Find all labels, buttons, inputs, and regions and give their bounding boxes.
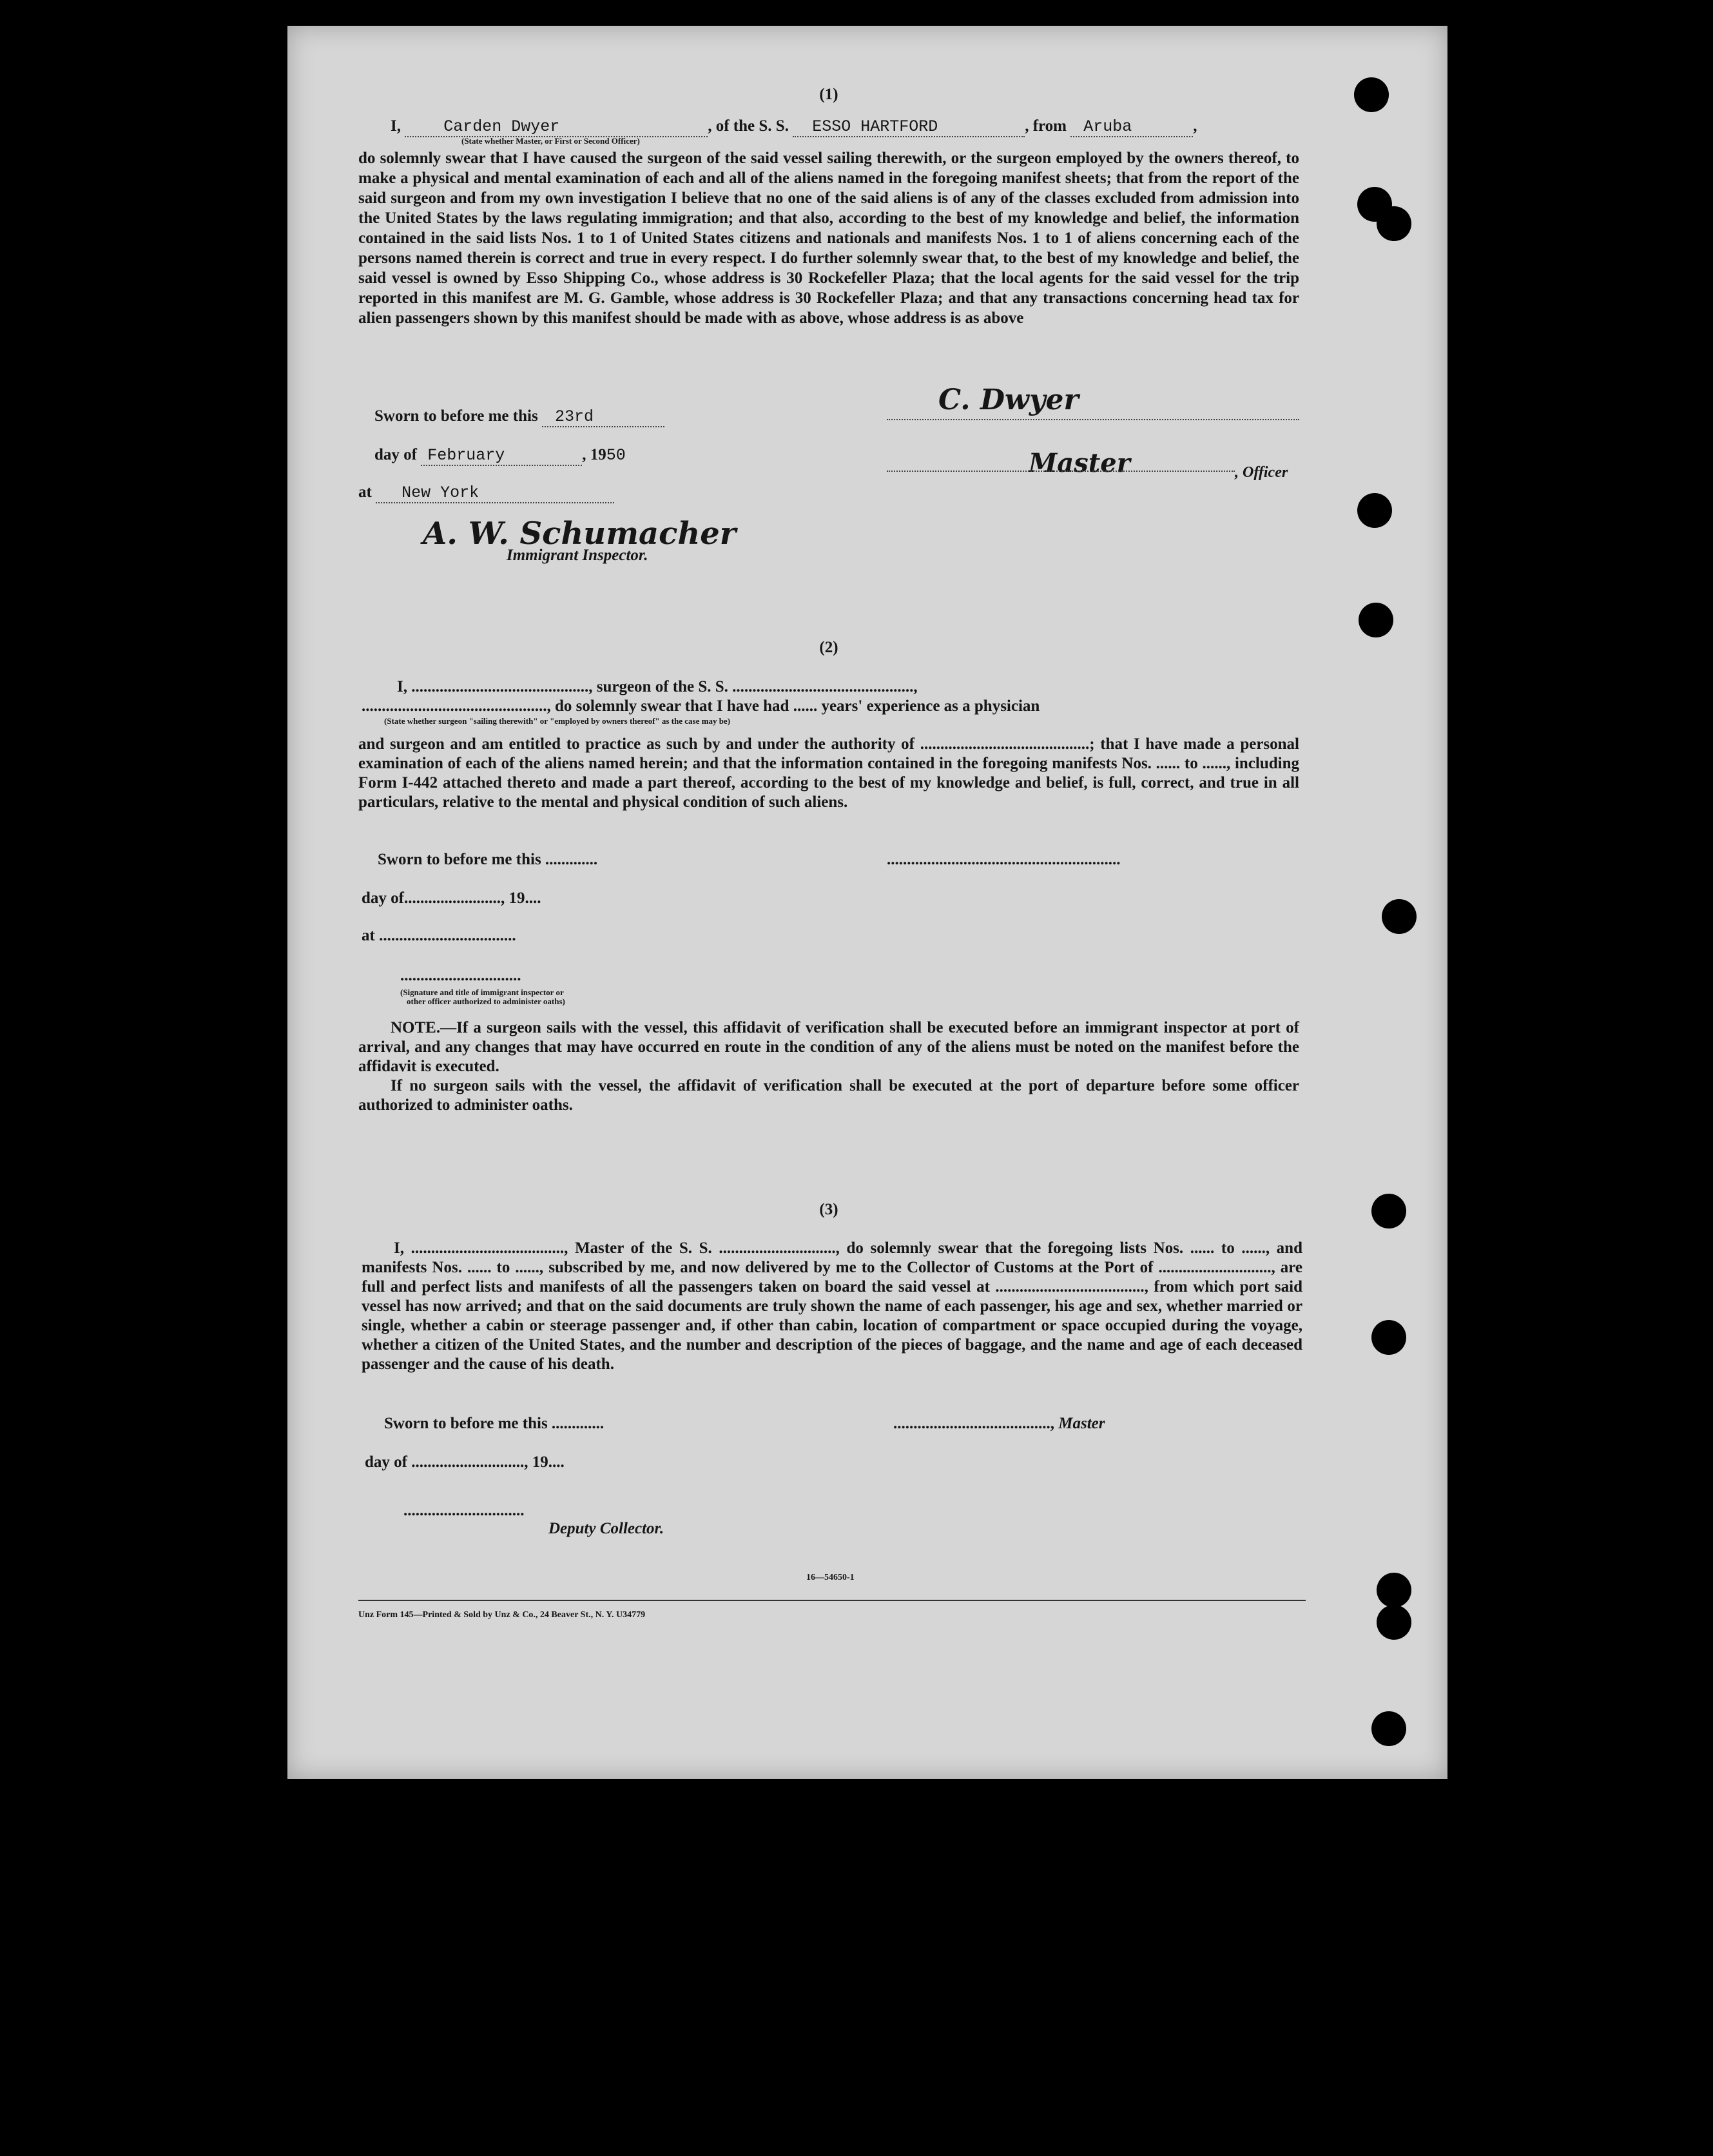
section-3-paragraph: I, ......................................, Master of the S. S. ............................., do solemnly swear that the foregoing lists Nos. ...... to ......, and manifests Nos. ...... to ......, subscribed by me, and now delivered by me to the Collector of Customs at the Port of ............................, are full and perfect lists and manifests of all the passengers taken on board the said vessel at ....................................., from which port said vessel has now arrived; and that on the said documents are truly shown the name of each passenger, his age and sex, whether married or single, whether a cabin or steerage passenger and, if other than cabin, location of compartment or space occupied during the voyage, whether a citizen of the United States, and the number and description of the pieces of baggage, and the name and age of each deceased passenger and the cause of his death. <box>362 1239 1302 1373</box>
section-1-number: (1) <box>819 86 838 103</box>
month: February <box>421 446 582 466</box>
punch-hole <box>1371 1194 1406 1229</box>
punch-hole <box>1377 1605 1411 1640</box>
inspector-label: Immigrant Inspector. <box>507 547 648 564</box>
master-signature-line <box>893 1415 1105 1433</box>
section-2-caption: (State whether surgeon "sailing therewith" or "employed by owners thereof" as the case may be) <box>384 716 731 726</box>
section-2-line-2: .............................................., do solemnly swear that I have had ...... years' experience as a physician <box>362 697 1040 715</box>
section-3-body <box>362 1239 1302 1374</box>
section-1-body <box>358 148 1299 328</box>
section-2-notes <box>358 1018 1299 1115</box>
sworn-line-3: Sworn to before me this ............. <box>384 1415 605 1432</box>
inspector-signature: A. W. Schumacher <box>423 516 737 552</box>
master-name: Carden Dwyer <box>443 117 560 136</box>
vessel-name: ESSO HARTFORD <box>812 117 938 136</box>
vessel-label: , of the S. S. <box>708 117 789 135</box>
from-label: , from <box>1025 117 1067 135</box>
year: 50 <box>606 446 626 465</box>
section-2-number: (2) <box>819 639 838 656</box>
punch-hole <box>1382 899 1417 934</box>
at-line-2: at .................................. <box>362 927 516 944</box>
place: New York <box>376 483 614 503</box>
punch-hole <box>1377 1573 1411 1607</box>
document-page <box>287 26 1447 1779</box>
year-prefix: , 19 <box>582 446 606 463</box>
section-3-number: (3) <box>819 1201 838 1218</box>
footer-rule <box>358 1600 1306 1601</box>
form-number: 16—54650-1 <box>806 1573 855 1582</box>
punch-hole <box>1359 603 1393 637</box>
officer-signature: C. Dwyer <box>938 384 1079 416</box>
officer-title-line <box>887 471 1235 472</box>
master-label: Master <box>1058 1415 1105 1432</box>
section-1-first-line: I, Carden Dwyer , of the S. S. ESSO HARTFORD , from Aruba , <box>391 117 1197 136</box>
deputy-collector-label: Deputy Collector. <box>548 1520 664 1537</box>
officer-title-handwritten: Master <box>1029 448 1130 478</box>
punch-hole <box>1371 1711 1406 1746</box>
inspector-caption-2: other officer authorized to administer oaths) <box>407 996 565 1006</box>
port-from: Aruba <box>1083 117 1132 136</box>
printer-footer: Unz Form 145—Printed & Sold by Unz & Co., 24 Beaver St., N. Y. U34779 <box>358 1610 646 1620</box>
i-label: I, <box>391 117 401 135</box>
note-1: NOTE.—If a surgeon sails with the vessel, this affidavit of verification shall be executed before an immigrant inspector at port of arrival, and any changes that may have occurred en route in the condition of any of the aliens must be noted on the manifest before the affidavit is executed. <box>358 1019 1299 1075</box>
officer-signature-line <box>887 419 1299 420</box>
punch-hole <box>1357 493 1392 528</box>
inspector-dots: .............................. <box>400 967 521 984</box>
day-of-label: day of <box>374 446 417 463</box>
section-2-body <box>358 735 1299 812</box>
sworn-line-1 <box>374 407 664 427</box>
at-line-1 <box>358 483 614 503</box>
sworn-line-2: Sworn to before me this ............. <box>378 851 598 868</box>
day-of-line-3: day of ............................, 19.... <box>365 1453 565 1471</box>
punch-hole <box>1377 206 1411 241</box>
day-of-line-2: day of........................, 19.... <box>362 889 541 907</box>
section-2-line-1: I, ............................................, surgeon of the S. S. ............................................., <box>397 678 918 695</box>
section-2-paragraph: and surgeon and am entitled to practice as such by and under the authority of ..........................................; that I have made a personal examination of each of the aliens named herein; and that the information contained in the foregoing manifests Nos. ...... to ......, including Form I-442 attached thereto and made a part thereof, according to the best of my knowledge and belief, is full, correct, and true in all particulars, relative to the mental and physical condition of such aliens. <box>358 735 1299 811</box>
day-of-line-1 <box>374 446 626 466</box>
at-label: at <box>358 483 372 501</box>
section-1-caption: (State whether Master, or First or Second Officer) <box>461 136 640 146</box>
sworn-label: Sworn to before me this <box>374 407 538 425</box>
collector-dots: .............................. <box>403 1502 525 1519</box>
note-2: If no surgeon sails with the vessel, the affidavit of verification shall be executed at the port of departure before some officer authorized to administer oaths. <box>358 1077 1299 1114</box>
officer-label: , Officer <box>1235 464 1288 481</box>
master-dots: ......................................., <box>893 1415 1059 1432</box>
punch-hole <box>1354 77 1389 112</box>
sworn-day: 23rd <box>542 407 664 427</box>
surgeon-signature-line: .......................................................... <box>887 851 1121 868</box>
section-1-paragraph: do solemnly swear that I have caused the surgeon of the said vessel sailing therewith, or the surgeon employed by the owners thereof, to make a physical and mental examination of each and all of the aliens named in the foregoing manifest sheets; that from the report of the said surgeon and from my own investigation I believe that no one of the said aliens is of any of the classes excluded from admission into the United States by the laws regulating immigration; and that also, according to the best of my knowledge and belief, the information contained in the said lists Nos. 1 to 1 of United States citizens and nationals and manifests Nos. 1 to 1 of aliens concerning each of the persons named therein is correct and true in every respect. I do further solemnly swear that, to the best of my knowledge and belief, the said vessel is owned by Esso Shipping Co., whose address is 30 Rockefeller Plaza; that the local agents for the said vessel for the trip reported in this manifest are M. G. Gamble, whose address is 30 Rockefeller Plaza; and that any transactions concerning head tax for alien passengers shown by this manifest should be made with as above, whose address is as above <box>358 150 1299 327</box>
inspector-caption-1: (Signature and title of immigrant inspector or <box>400 987 564 997</box>
punch-hole <box>1371 1320 1406 1355</box>
